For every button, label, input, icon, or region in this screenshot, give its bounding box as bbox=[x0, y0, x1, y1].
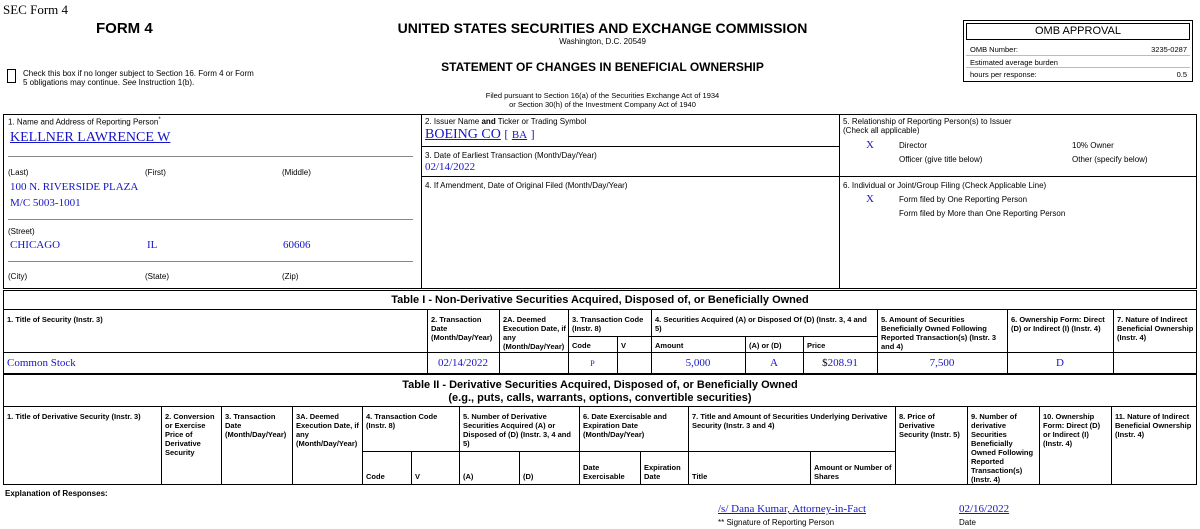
t1-row-owned: 7,500 bbox=[929, 357, 955, 369]
t2-h1: 1. Title of Derivative Security (Instr. 3) bbox=[7, 412, 141, 421]
agency-title: UNITED STATES SECURITIES AND EXCHANGE COMMISSION bbox=[397, 20, 808, 36]
signature-date-label: Date bbox=[959, 518, 976, 527]
city-label: (City) bbox=[8, 272, 28, 281]
state-value: IL bbox=[147, 239, 158, 251]
t2-h3: 3. Transaction Date (Month/Day/Year) bbox=[225, 412, 287, 439]
reporting-person-name-link[interactable]: KELLNER LAWRENCE W bbox=[10, 130, 171, 145]
omb-burden-label: Estimated average burden bbox=[970, 58, 1058, 67]
issuer-link[interactable]: BOEING CO bbox=[425, 127, 501, 142]
t2-h3a: 3A. Deemed Execution Date, if any (Month/Day/Year) bbox=[296, 412, 359, 448]
t1-row-price: $208.91 bbox=[822, 357, 858, 369]
t2-sub-code: Code bbox=[366, 472, 385, 481]
omb-hours-value: 0.5 bbox=[1176, 70, 1187, 79]
t2-sub-d: (D) bbox=[523, 472, 534, 481]
street-line-1: 100 N. RIVERSIDE PLAZA bbox=[10, 181, 139, 193]
omb-hours-label: hours per response: bbox=[970, 70, 1037, 79]
t1-sub-price: Price bbox=[807, 341, 826, 350]
t2-sub-v: V bbox=[415, 472, 421, 481]
t2-h8: 8. Price of Derivative Security (Instr. 5) bbox=[899, 412, 960, 439]
t1-h1: 1. Title of Security (Instr. 3) bbox=[7, 315, 103, 324]
box3-label: 3. Date of Earliest Transaction (Month/Day/Year) bbox=[425, 151, 597, 160]
statement-title: STATEMENT OF CHANGES IN BENEFICIAL OWNERSHIP bbox=[441, 60, 764, 74]
form-title: FORM 4 bbox=[96, 20, 153, 37]
omb-number-value: 3235-0287 bbox=[1151, 45, 1187, 54]
t1-h3: 3. Transaction Code (Instr. 8) bbox=[572, 315, 644, 333]
t1-h5: 5. Amount of Securities Beneficially Owned Following Reported Transaction(s) (Instr. 3 and 4) bbox=[881, 315, 997, 351]
box5-label: 5. Relationship of Reporting Person(s) to Issuer (Check all applicable) bbox=[843, 117, 1012, 135]
one-person-label: Form filed by One Reporting Person bbox=[899, 195, 1028, 204]
last-label: (Last) bbox=[8, 168, 29, 177]
signature-label: ** Signature of Reporting Person bbox=[718, 518, 835, 527]
t2-h10: 10. Ownership Form: Direct (D) or Indirect (I) (Instr. 4) bbox=[1043, 412, 1101, 448]
ten-percent-owner-label: 10% Owner bbox=[1072, 141, 1114, 150]
signature-date-link[interactable]: 02/16/2022 bbox=[959, 503, 1010, 515]
more-person-label: Form filed by More than One Reporting Person bbox=[899, 209, 1066, 218]
box1-label: 1. Name and Address of Reporting Person* bbox=[8, 117, 161, 127]
table-2-title: Table II - Derivative Securities Acquired, Disposed of, or Beneficially Owned (e.g., puts, calls, warrants, options, convertible securities) bbox=[402, 379, 798, 404]
t2-sub-exercisable: Date Exercisable bbox=[583, 463, 625, 481]
t2-h7: 7. Title and Amount of Securities Underlying Derivative Security (Instr. 3 and 4) bbox=[692, 412, 888, 430]
city-value: CHICAGO bbox=[10, 239, 61, 251]
t2-h9: 9. Number of derivative Securities Beneficially Owned Following Reported Transaction(s) (Instr. 4) bbox=[971, 412, 1034, 484]
t1-row-aord: A bbox=[770, 357, 778, 369]
middle-label: (Middle) bbox=[282, 168, 311, 177]
street-line-2: M/C 5003-1001 bbox=[10, 197, 81, 209]
t1-sub-aord: (A) or (D) bbox=[749, 341, 782, 350]
omb-number-label: OMB Number: bbox=[970, 45, 1018, 54]
t1-row-form: D bbox=[1056, 357, 1064, 369]
filed-pursuant: Filed pursuant to Section 16(a) of the Securities Exchange Act of 1934 or Section 30(h) of the Investment Company Act of 1940 bbox=[485, 91, 720, 109]
first-label: (First) bbox=[145, 168, 166, 177]
omb-title: OMB APPROVAL bbox=[1035, 25, 1121, 37]
director-label: Director bbox=[899, 141, 928, 150]
box2-label: 2. Issuer Name and Ticker or Trading Symbol bbox=[425, 117, 587, 126]
t1-h7: 7. Nature of Indirect Beneficial Ownership (Instr. 4) bbox=[1117, 315, 1194, 342]
t2-h11: 11. Nature of Indirect Beneficial Ownership (Instr. 4) bbox=[1115, 412, 1192, 439]
one-person-mark: X bbox=[866, 193, 874, 205]
zip-label: (Zip) bbox=[282, 272, 299, 281]
no-longer-subject-checkbox[interactable] bbox=[7, 69, 16, 83]
checkbox-text: Check this box if no longer subject to Section 16. Form 4 or Form 5 obligations may continue. See Instruction 1(b). bbox=[23, 69, 254, 87]
sec-form-label: SEC Form 4 bbox=[3, 2, 69, 17]
t1-row-date: 02/14/2022 bbox=[437, 357, 489, 369]
t1-row-code: P bbox=[590, 359, 595, 368]
t1-sub-amount: Amount bbox=[655, 341, 684, 350]
t2-h2: 2. Conversion or Exercise Price of Derivative Security bbox=[165, 412, 215, 457]
t2-sub-a: (A) bbox=[463, 472, 474, 481]
earliest-transaction-date: 02/14/2022 bbox=[425, 161, 476, 173]
t2-sub-expiration: Expiration Date bbox=[644, 463, 681, 481]
other-label: Other (specify below) bbox=[1072, 155, 1148, 164]
agency-city: Washington, D.C. 20549 bbox=[559, 37, 646, 46]
t2-h5: 5. Number of Derivative Securities Acquired (A) or Disposed of (D) (Instr. 3, 4 and 5) bbox=[463, 412, 571, 448]
issuer-line: BOEING CO [ BA ] bbox=[425, 127, 535, 142]
t2-h4: 4. Transaction Code (Instr. 8) bbox=[366, 412, 438, 430]
state-label: (State) bbox=[145, 272, 170, 281]
box4-label: 4. If Amendment, Date of Original Filed (Month/Day/Year) bbox=[425, 181, 628, 190]
street-label: (Street) bbox=[8, 227, 35, 236]
ticker-link[interactable]: BA bbox=[511, 129, 528, 141]
t1-h2a: 2A. Deemed Execution Date, if any (Month/Day/Year) bbox=[503, 315, 566, 351]
t2-sub-amount: Amount or Number of Shares bbox=[814, 463, 892, 481]
table-1-title: Table I - Non-Derivative Securities Acquired, Disposed of, or Beneficially Owned bbox=[391, 294, 809, 306]
t1-h2: 2. Transaction Date (Month/Day/Year) bbox=[431, 315, 493, 342]
t1-sub-v: V bbox=[621, 341, 627, 350]
t2-h6: 6. Date Exercisable and Expiration Date (Month/Day/Year) bbox=[583, 412, 667, 439]
officer-label: Officer (give title below) bbox=[899, 155, 983, 164]
box6-label: 6. Individual or Joint/Group Filing (Check Applicable Line) bbox=[843, 181, 1047, 190]
t1-row-title: Common Stock bbox=[7, 357, 76, 369]
director-mark: X bbox=[866, 139, 874, 151]
t1-sub-code: Code bbox=[572, 341, 591, 350]
t2-sub-title: Title bbox=[692, 472, 708, 481]
t1-h6: 6. Ownership Form: Direct (D) or Indirect (I) (Instr. 4) bbox=[1011, 315, 1105, 333]
t1-row-amount: 5,000 bbox=[685, 357, 711, 369]
t1-h4: 4. Securities Acquired (A) or Disposed Of (D) (Instr. 3, 4 and 5) bbox=[655, 315, 867, 333]
signature-link[interactable]: /s/ Dana Kumar, Attorney-in-Fact bbox=[718, 503, 867, 515]
zip-value: 60606 bbox=[283, 239, 311, 251]
explanation-label: Explanation of Responses: bbox=[5, 489, 108, 498]
